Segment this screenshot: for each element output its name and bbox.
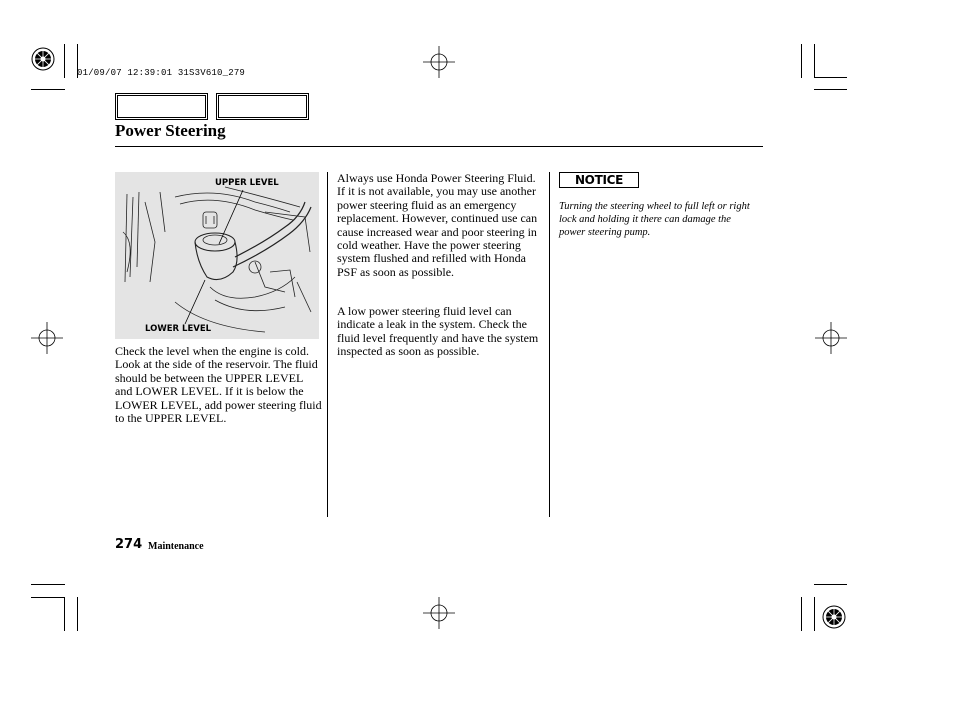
power-steering-reservoir-illustration xyxy=(115,172,319,339)
instructions-paragraph: Check the level when the engine is cold. Look at the side of the reservoir. The fluid should be between the UPPER LEVEL and LOWER LEVEL. If it is below the LOWER LEVEL, add power steering fluid to the UPPER LEVEL. xyxy=(115,344,322,426)
crosshair-icon xyxy=(423,597,455,629)
upper-level-label: UPPER LEVEL xyxy=(215,178,279,188)
page-number: 274 xyxy=(115,537,143,552)
notice-badge: NOTICE xyxy=(559,172,639,188)
lower-level-label: LOWER LEVEL xyxy=(145,324,212,334)
registration-target-icon xyxy=(28,44,58,74)
title-rule xyxy=(115,146,763,147)
column-divider xyxy=(549,172,550,517)
crosshair-icon xyxy=(31,322,63,354)
reservoir-figure xyxy=(115,172,319,339)
nav-tab-box-right[interactable] xyxy=(216,93,309,120)
section-name: Maintenance xyxy=(148,541,204,552)
fluid-paragraph: Always use Honda Power Steering Fluid. If it is not available, you may use another power steering fluid as an emergency replacement. However, continued use can cause increased wear and poor steering in cold weather. Have the power steering system flushed and refilled with Honda PSF as soon as possible. xyxy=(337,171,538,279)
notice-text: Turning the steering wheel to full left or right lock and holding it there can damage the power steering pump. xyxy=(559,201,750,239)
registration-target-icon xyxy=(819,602,849,632)
leak-paragraph: A low power steering fluid level can indicate a leak in the system. Check the fluid level frequently and have the system inspected as soon as possible. xyxy=(337,304,539,359)
print-stamp: 01/09/07 12:39:01 31S3V610_279 xyxy=(77,68,246,78)
crosshair-icon xyxy=(815,322,847,354)
nav-tab-box-left[interactable] xyxy=(115,93,208,120)
page-title: Power Steering xyxy=(115,121,226,140)
crosshair-icon xyxy=(423,46,455,78)
column-divider xyxy=(327,172,328,517)
